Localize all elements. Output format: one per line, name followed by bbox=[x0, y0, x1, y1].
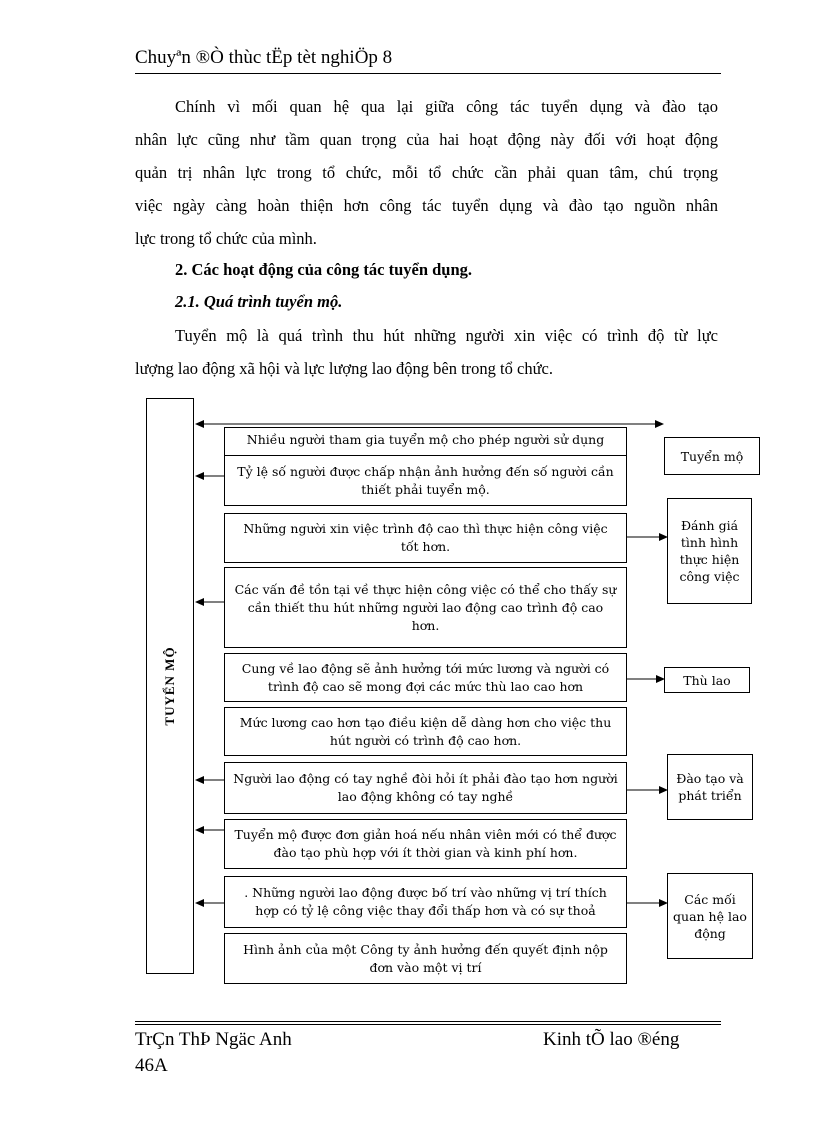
factor-box: . Những người lao động được bố trí vào những vị trí thích hợp có tỷ lệ công việc thay đổi thấp hơn và có sự thoả bbox=[224, 876, 627, 928]
footer-dept: Kinh tÕ lao ®éng bbox=[543, 1029, 680, 1050]
factor-box: Những người xin việc trình độ cao thì thực hiện công việc tốt hơn. bbox=[224, 513, 627, 563]
section-heading: 2. Các hoạt động của công tác tuyển dụng. bbox=[175, 260, 473, 279]
footer-author-block bbox=[135, 1027, 292, 1079]
text-line: quản trị nhân lực trong tổ chức, mỗi tổ chức cần phải quan tâm, chú trọng bbox=[135, 163, 718, 182]
factor-box: Nhiều người tham gia tuyển mộ cho phép người sử dụng bbox=[224, 427, 627, 457]
footer-rule bbox=[135, 1024, 721, 1025]
factor-box: Tuyển mộ được đơn giản hoá nếu nhân viên mới có thể được đào tạo phù hợp với ít thời gian và kinh phí hơn. bbox=[224, 819, 627, 869]
text-line: Tuyển mộ là quá trình thu hút những người xin việc có trình độ từ lực bbox=[175, 326, 718, 345]
factor-box: Cung về lao động sẽ ảnh hưởng tới mức lương và người có trình độ cao sẽ mong đợi các mức thù lao cao hơn bbox=[224, 653, 627, 702]
vertical-label: TUYỂN MỘ bbox=[162, 646, 177, 726]
footer-author: TrÇn ThÞ Ngäc Anh bbox=[135, 1029, 292, 1050]
text-line: việc ngày càng hoàn thiện hơn công tác tuyển dụng và đào tạo nguồn nhân bbox=[135, 196, 718, 215]
text-line: Chính vì mối quan hệ qua lại giữa công tác tuyển dụng và đào tạo bbox=[175, 97, 718, 116]
footer-class: 46A bbox=[135, 1055, 168, 1076]
text-line: lực trong tổ chức của mình. bbox=[135, 229, 317, 248]
factor-box: Hình ảnh của một Công ty ảnh hưởng đến quyết định nộp đơn vào một vị trí bbox=[224, 933, 627, 984]
outcome-box: Các mối quan hệ lao động bbox=[667, 873, 753, 959]
text-line: lượng lao động xã hội và lực lượng lao động bên trong tổ chức. bbox=[135, 359, 553, 378]
outcome-box: Thù lao bbox=[664, 667, 750, 693]
footer-rule bbox=[135, 1021, 721, 1022]
factor-box: Các vấn đề tồn tại về thực hiện công việc có thể cho thấy sự cần thiết thu hút những người lao động cao trình độ cao hơn. bbox=[224, 567, 627, 648]
outcome-box: Tuyển mộ bbox=[664, 437, 760, 475]
factor-box: Tỷ lệ số người được chấp nhận ảnh hưởng đến số người cần thiết phải tuyển mộ. bbox=[224, 455, 627, 506]
page-header: Chuyªn ®Ò thùc tËp tèt nghiÖp 8 bbox=[135, 47, 393, 68]
outcome-box: Đào tạo và phát triển bbox=[667, 754, 753, 820]
outcome-box: Đánh giá tình hình thực hiện công việc bbox=[667, 498, 752, 604]
factor-box: Người lao động có tay nghề đòi hỏi ít phải đào tạo hơn người lao động không có tay nghề bbox=[224, 762, 627, 814]
factor-box: Mức lương cao hơn tạo điều kiện dễ dàng hơn cho việc thu hút người có trình độ cao hơn. bbox=[224, 707, 627, 756]
subsection-heading: 2.1. Quá trình tuyển mộ. bbox=[175, 292, 343, 311]
text-line: nhân lực cũng như tầm quan trọng của hai hoạt động này đối với hoạt động bbox=[135, 130, 718, 149]
